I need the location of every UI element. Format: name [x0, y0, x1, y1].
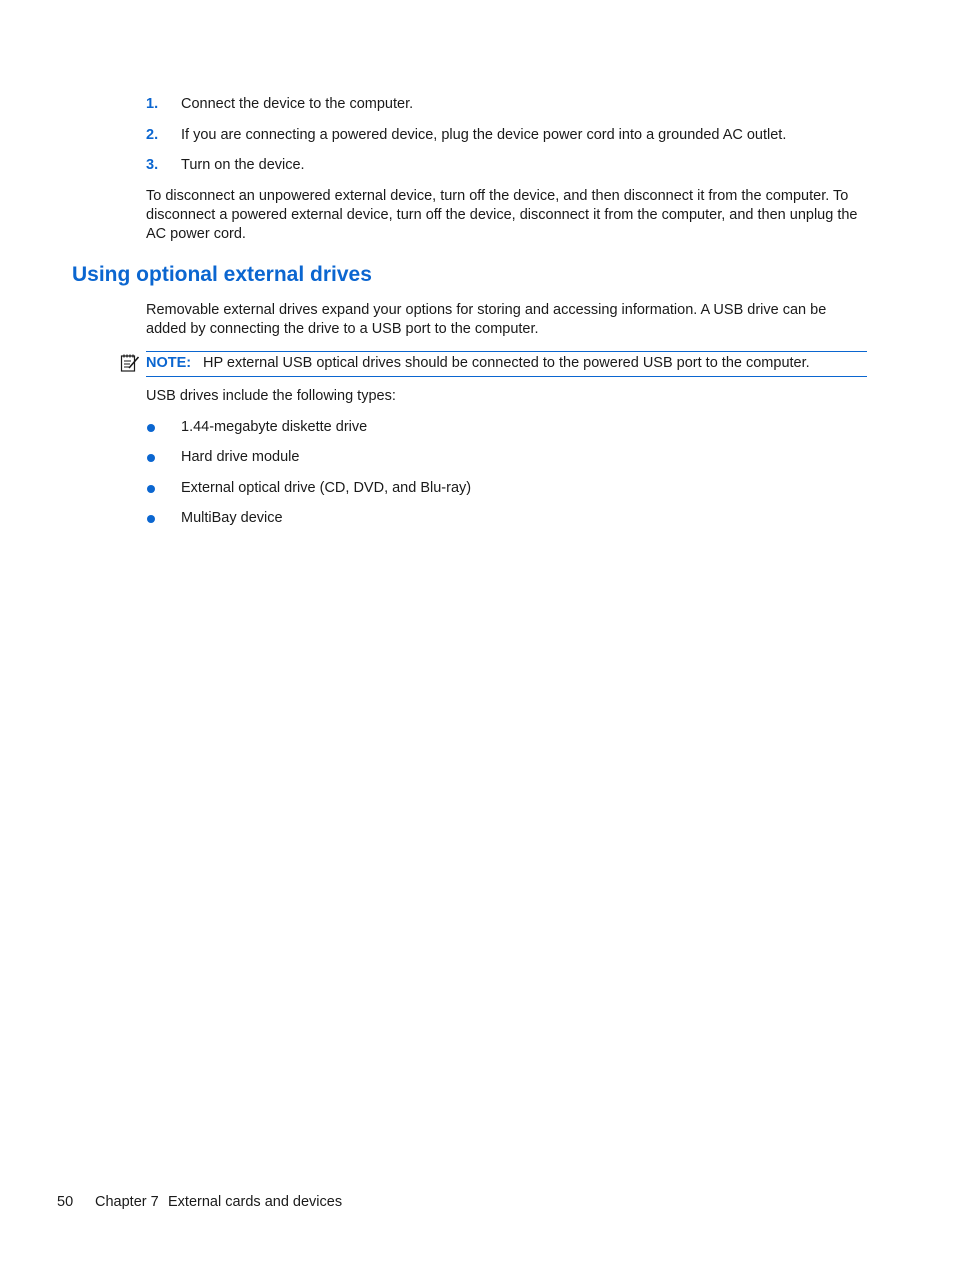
- list-item-text: External optical drive (CD, DVD, and Blu-ray): [181, 480, 472, 496]
- step-text: If you are connecting a powered device, plug the device power cord into a grounded AC outlet.: [181, 127, 787, 143]
- list-item-text: 1.44-megabyte diskette drive: [181, 419, 368, 435]
- note-label: NOTE:: [146, 355, 192, 371]
- step-text: Turn on the device.: [181, 157, 305, 173]
- bullet-dot-icon: [147, 424, 155, 432]
- section-heading: Using optional external drives: [72, 263, 372, 286]
- bullet-dot-icon: [147, 485, 155, 493]
- step-text: Connect the device to the computer.: [181, 96, 414, 112]
- page-number: 50: [57, 1194, 74, 1210]
- list-item-text: Hard drive module: [181, 449, 300, 465]
- step-number: 3.: [146, 157, 159, 173]
- bullet-dot-icon: [147, 515, 155, 523]
- bullet-dot-icon: [147, 454, 155, 462]
- note-text: HP external USB optical drives should be connected to the powered USB port to the computer.: [203, 355, 810, 371]
- list-item-text: MultiBay device: [181, 510, 283, 526]
- footer-chapter-title: External cards and devices: [168, 1194, 343, 1210]
- step-number: 1.: [146, 96, 159, 112]
- disconnect-paragraph: To disconnect an unpowered external device, turn off the device, and then disconnect it from the computer. To disconnect a powered external device, turn off the device, disconnect it from the computer, and then unplug the AC power cord.: [146, 188, 858, 242]
- note-pad-icon: [120, 353, 140, 373]
- types-intro: USB drives include the following types:: [146, 388, 396, 404]
- step-number: 2.: [146, 127, 159, 143]
- footer-chapter: Chapter 7: [95, 1194, 159, 1210]
- section-intro-paragraph: Removable external drives expand your options for storing and accessing information. A USB drive can be added by connecting the drive to a USB port to the computer.: [146, 302, 827, 337]
- note-box: [146, 351, 867, 377]
